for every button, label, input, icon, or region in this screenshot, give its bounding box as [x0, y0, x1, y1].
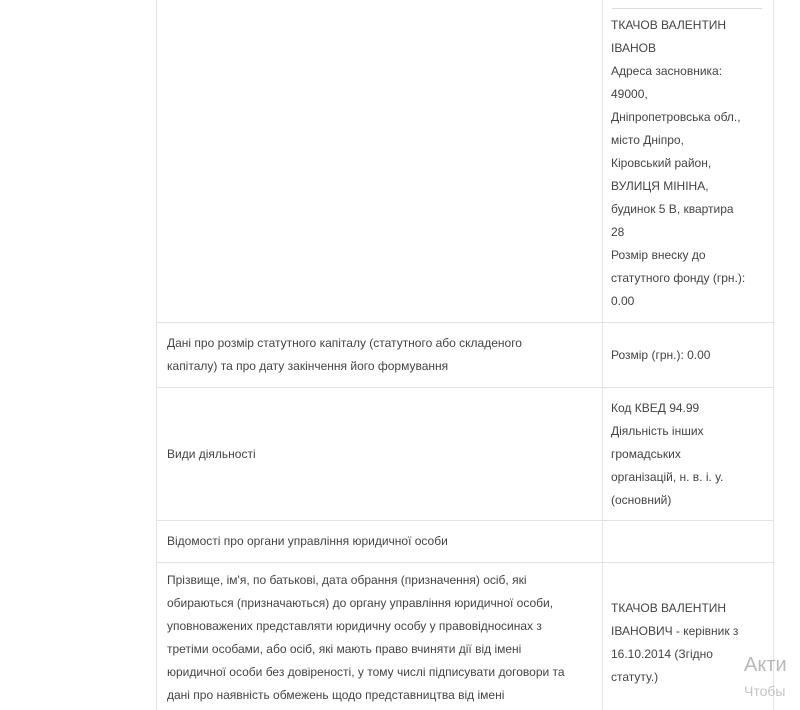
persons-value-line: 16.10.2014 (Згідно: [611, 647, 713, 661]
founder-line: 49000,: [611, 87, 648, 101]
founder-line: Кіровський район,: [611, 156, 712, 170]
founder-line: ВУЛИЦЯ МІНІНА,: [611, 179, 709, 193]
table-row-management: [157, 521, 773, 563]
activities-value-line: (основний): [611, 492, 672, 507]
persons-value-line: ТКАЧОВ ВАЛЕНТИН: [611, 601, 727, 615]
activities-value-line: громадських: [611, 446, 681, 461]
founder-line: 0.00: [611, 294, 635, 308]
persons-label-line: обираються (призначаються) до органу управління юридичної особи,: [167, 596, 554, 610]
founder-line: Дніпропетровська обл.,: [611, 110, 741, 124]
activation-watermark-title: Акти: [744, 654, 787, 676]
persons-label-line: юридичної особи без довіреності, у тому числі підписувати договори та: [167, 665, 565, 679]
capital-value: Розмір (грн.): 0.00: [611, 347, 711, 362]
management-label: Відомості про органи управління юридичної особи: [167, 534, 448, 548]
capital-label-line: Дані про розмір статутного капіталу (статутного або складеного: [167, 336, 522, 350]
capital-label-cell: [157, 323, 603, 387]
founder-value-cell: [603, 0, 772, 322]
table-row-capital: [157, 323, 773, 388]
founder-line: місто Дніпро,: [611, 133, 684, 147]
activities-value-line: організацій, н. в. і. у.: [611, 469, 724, 484]
founder-line: ТКАЧОВ ВАЛЕНТИН: [611, 18, 727, 32]
registry-table: [156, 0, 774, 710]
persons-label-cell: [157, 563, 603, 710]
activities-label: Види діяльності: [167, 446, 256, 461]
management-value-cell: [603, 521, 772, 562]
founder-separator: [612, 8, 762, 9]
founder-line: будинок 5 В, квартира: [611, 202, 734, 216]
activities-label-cell: [157, 388, 603, 520]
founder-line: 28: [611, 225, 625, 239]
table-row-founder: [157, 0, 773, 323]
persons-value-line: ІВАНОВИЧ - керівник з: [611, 624, 739, 638]
table-row-persons: [157, 563, 773, 710]
persons-label-line: уповноважених представляти юридичну особу у правовідносинах з: [167, 619, 542, 633]
persons-value-line: статуту.): [611, 670, 659, 684]
management-label-cell: [157, 521, 603, 562]
founder-line: Адреса засновника:: [611, 64, 723, 78]
founder-line: ІВАНОВ: [611, 41, 656, 55]
persons-label-line: третіми особами, або осіб, які мають право вчиняти дії від імені: [167, 642, 522, 656]
persons-label-line: Прізвище, ім'я, по батькові, дата обрання (призначення) осіб, які: [167, 573, 527, 587]
activities-value-line: Діяльність інших: [611, 423, 704, 438]
capital-value-cell: [603, 323, 772, 387]
table-row-activities: [157, 388, 773, 521]
activities-value-cell: [603, 388, 772, 520]
founder-line: Розмір внеску до: [611, 248, 706, 262]
activities-value-line: Код КВЕД 94.99: [611, 400, 700, 415]
founder-label-cell: [157, 0, 603, 322]
persons-label-line: дані про наявність обмежень щодо представництва від імені: [167, 688, 505, 702]
founder-line: статутного фонду (грн.):: [611, 271, 746, 285]
activation-watermark-subtitle: Чтобы: [744, 683, 786, 699]
capital-label-line: капіталу) та про дату закінчення його формування: [167, 359, 449, 373]
